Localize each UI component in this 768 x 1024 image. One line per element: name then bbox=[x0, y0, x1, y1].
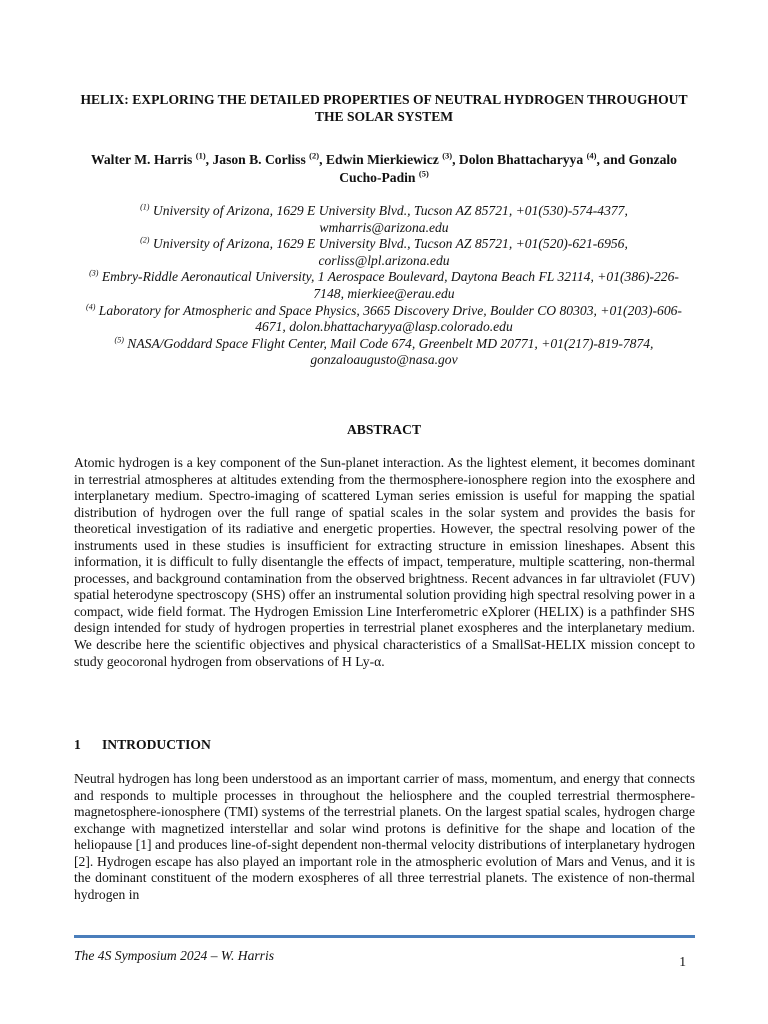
affiliation-list bbox=[74, 203, 694, 369]
affiliation: $^{(5)}$ NASA/Goddard Space Flight Center, Mail Code 674, Greenbelt MD 20771, +01(217)-819-7874, gonzaloaugusto@nasa.gov bbox=[114, 335, 654, 368]
section-number: 1 bbox=[74, 737, 81, 752]
author: Edwin Mierkiewicz $^{(3)}$, bbox=[325, 150, 459, 167]
section-title: INTRODUCTION bbox=[102, 737, 211, 752]
page-number: 1 bbox=[679, 954, 686, 969]
author: Gonzalo Cucho-Padin $^{(5)}$ bbox=[339, 152, 677, 185]
section-heading bbox=[74, 736, 211, 753]
author: Walter M. Harris $^{(1)}$, bbox=[91, 150, 213, 167]
affiliation: $^{(1)}$ University of Arizona, 1629 E University Blvd., Tucson AZ 85721, +01(530)-574-4377, wmharris@arizona.edu bbox=[140, 202, 628, 235]
author-list bbox=[74, 151, 694, 187]
author: Jason B. Corliss $^{(2)}$, bbox=[212, 150, 326, 167]
introduction-text: Neutral hydrogen has long been understood as an important carrier of mass, momentum, and energy that connects and responds to multiple processes in throughout the heliosphere and the coupled terrestrial thermosphere-magnetosphere-ionosphere (TMI) systems of the terrestrial planets. On the largest spatial scales, hydrogen charge exchange with magnetized interstellar and solar wind protons is definitive for the shape and location of the heliopause [1] and produces line-of-sight dependent non-thermal velocity distributions of interplanetary hydrogen [2]. Hydrogen escape has also played an important role in the atmospheric evolution of Mars and Venus, and it is the dominant constituent of the modern exospheres of all three terrestrial planets. The existence of non-thermal hydrogen in bbox=[74, 771, 695, 902]
author: Dolon Bhattacharyya $^{(4)}$, and bbox=[458, 150, 629, 167]
affiliation: $^{(3)}$ Embry-Riddle Aeronautical University, 1 Aerospace Boulevard, Daytona Beach FL 32114, +01(386)-226-7148, mierkiee@erau.edu bbox=[89, 268, 679, 301]
footer-citation: The 4S Symposium 2024 – W. Harris bbox=[74, 948, 275, 963]
abstract-heading: ABSTRACT bbox=[346, 422, 422, 437]
paper-title: HELIX: EXPLORING THE DETAILED PROPERTIES OF NEUTRAL HYDROGEN THROUGHOUT THE SOLAR SYSTEM bbox=[80, 92, 688, 124]
affiliation: $^{(2)}$ University of Arizona, 1629 E University Blvd., Tucson AZ 85721, +01(520)-621-6956, corliss@lpl.arizona.edu bbox=[140, 235, 628, 268]
abstract-text: Atomic hydrogen is a key component of the Sun-planet interaction. As the lightest element, it becomes dominant in terrestrial atmospheres at altitudes extending from the thermosphere-ionosphere region into the exosphere and interplanetary medium. Spectro-imaging of scattered Lyman series emission is useful for mapping the spatial distribution of hydrogen over the full range of spatial scales in the solar system and provides the basis for theoretical investigation of its radiative and energetic properties. However, the spectral resolving power of the instruments used in these studies is insufficient for extracting structure in emission lineshapes. Absent this information, it is difficult to fully disentangle the effects of impact, temperature, multiple scattering, non-thermal processes, and background contamination from the observed brightness. Recent advances in far ultraviolet (FUV) spatial heterodyne spectroscopy (SHS) offer an instrumental solution providing high spectral resolving power in a compact, wide field format. The Hydrogen Emission Line Interferometric eXplorer (HELIX) is a pathfinder SHS design intended for study of hydrogen properties in terrestrial planet exospheres and the interplanetary medium. We describe here the scientific objectives and physical characteristics of a SmallSat-HELIX mission concept to study geocoronal hydrogen from observations of H Ly-α. bbox=[74, 455, 695, 669]
footer-rule bbox=[74, 935, 695, 938]
affiliation: $^{(4)}$ Laboratory for Atmospheric and Space Physics, 3665 Discovery Drive, Boulder CO 80303, +01(203)-606-4671, dolon.bhattacharyya@lasp.colorado.edu bbox=[86, 302, 682, 335]
